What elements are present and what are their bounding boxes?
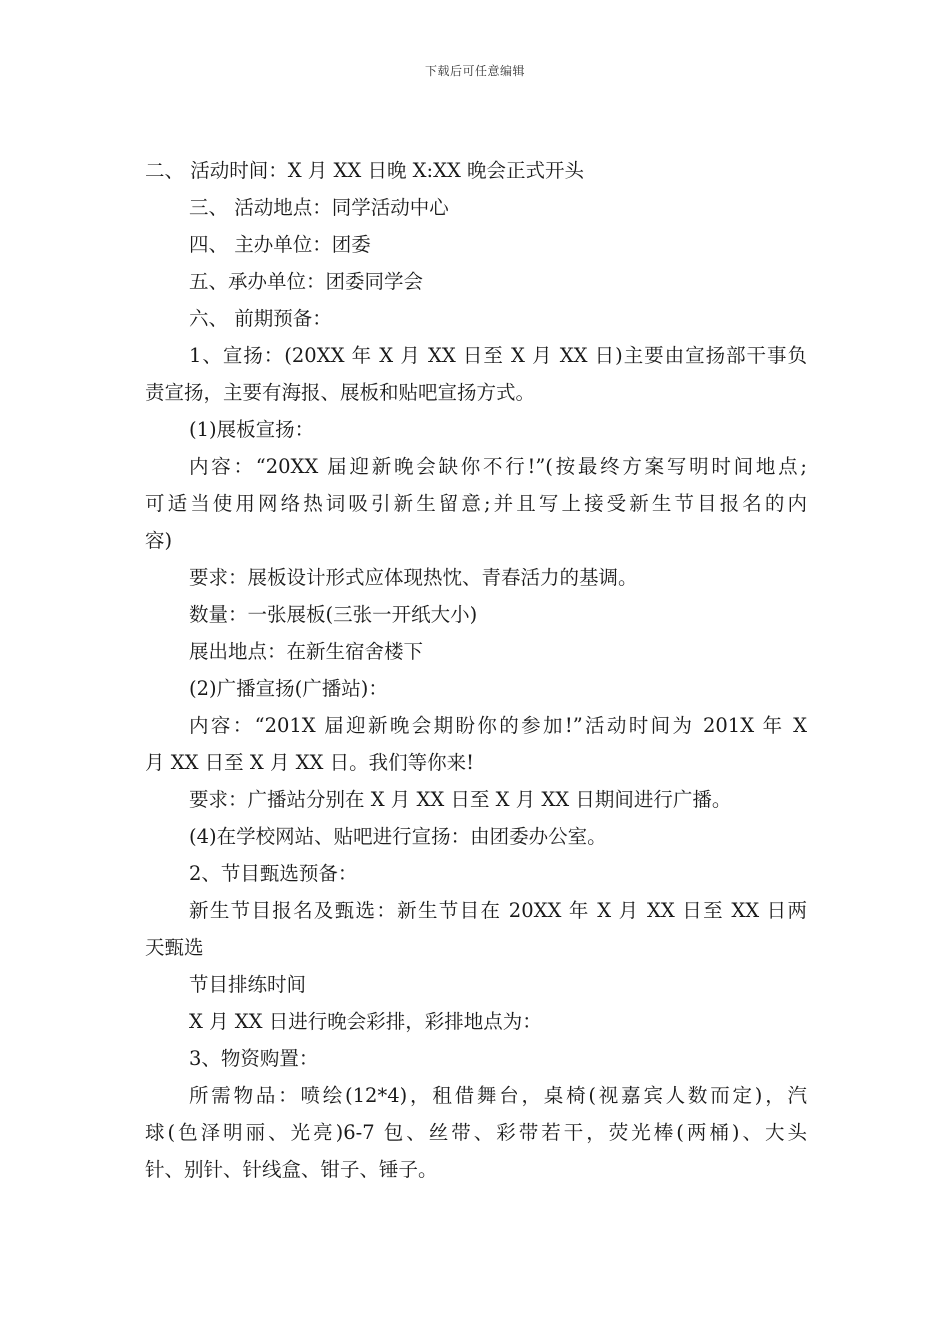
text-line-radio-publicity: (2)广播宣扬(广播站)： xyxy=(189,677,388,700)
text-line-program-signup-cont: 天甄选 xyxy=(145,936,204,959)
document-body xyxy=(145,152,807,1188)
text-line-board-location: 展出地点：在新生宿舍楼下 xyxy=(189,640,424,663)
text-line-rehearsal-time: 节目排练时间 xyxy=(189,973,307,996)
text-line-co-organizer: 五、承办单位：团委同学会 xyxy=(189,270,424,293)
text-line-board-quantity: 数量：一张展板(三张一开纸大小) xyxy=(189,603,478,626)
text-line-materials-list-cont: 球(色泽明丽、光亮)6-7 包、丝带、彩带若干，荧光棒(两桶)、大头 xyxy=(145,1121,807,1144)
text-line-publicity: 1、宣扬：(20XX 年 X 月 XX 日至 X 月 XX 日)主要由宣扬部干事负 xyxy=(189,344,807,367)
text-line-radio-content-cont: 月 XX 日至 X 月 XX 日。我们等你来! xyxy=(145,751,474,774)
text-line-radio-content: 内容：“201X 届迎新晚会期盼你的参加!”活动时间为 201X 年 X xyxy=(189,714,807,737)
text-line-rehearsal-date: X 月 XX 日进行晚会彩排，彩排地点为： xyxy=(189,1010,542,1033)
text-line-materials: 3、物资购置： xyxy=(189,1047,319,1070)
text-line-board-content-end: 容) xyxy=(145,529,173,552)
text-line-radio-requirement: 要求：广播站分别在 X 月 XX 日至 X 月 XX 日期间进行广播。 xyxy=(189,788,732,811)
text-line-preparation: 六、 前期预备： xyxy=(189,307,332,330)
text-line-materials-list-end: 针、别针、针线盒、钳子、锤子。 xyxy=(145,1158,438,1181)
text-line-board-publicity: (1)展板宣扬： xyxy=(189,418,315,441)
text-line-materials-list: 所需物品：喷绘(12*4)，租借舞台，桌椅(视嘉宾人数而定)，汽 xyxy=(189,1084,807,1107)
text-line-activity-location: 三、 活动地点：同学活动中心 xyxy=(189,196,449,219)
text-line-board-content-cont: 可适当使用网络热词吸引新生留意;并且写上接受新生节目报名的内 xyxy=(145,492,807,515)
text-line-board-content: 内容：“20XX 届迎新晚会缺你不行!”(按最终方案写明时间地点; xyxy=(189,455,807,478)
text-line-publicity-cont: 责宣扬，主要有海报、展板和贴吧宣扬方式。 xyxy=(145,381,536,404)
text-line-program-signup: 新生节目报名及甄选：新生节目在 20XX 年 X 月 XX 日至 XX 日两 xyxy=(189,899,807,922)
page-header: 下载后可任意编辑 xyxy=(424,64,525,78)
text-line-website-publicity: (4)在学校网站、贴吧进行宣扬：由团委办公室。 xyxy=(189,825,607,848)
text-line-board-requirement: 要求：展板设计形式应体现热忱、青春活力的基调。 xyxy=(189,566,638,589)
text-line-activity-time: 二、 活动时间：X 月 XX 日晚 X:XX 晚会正式开头 xyxy=(145,159,585,182)
text-line-program-selection: 2、节目甄选预备： xyxy=(189,862,358,885)
text-line-organizer: 四、 主办单位：团委 xyxy=(189,233,371,256)
